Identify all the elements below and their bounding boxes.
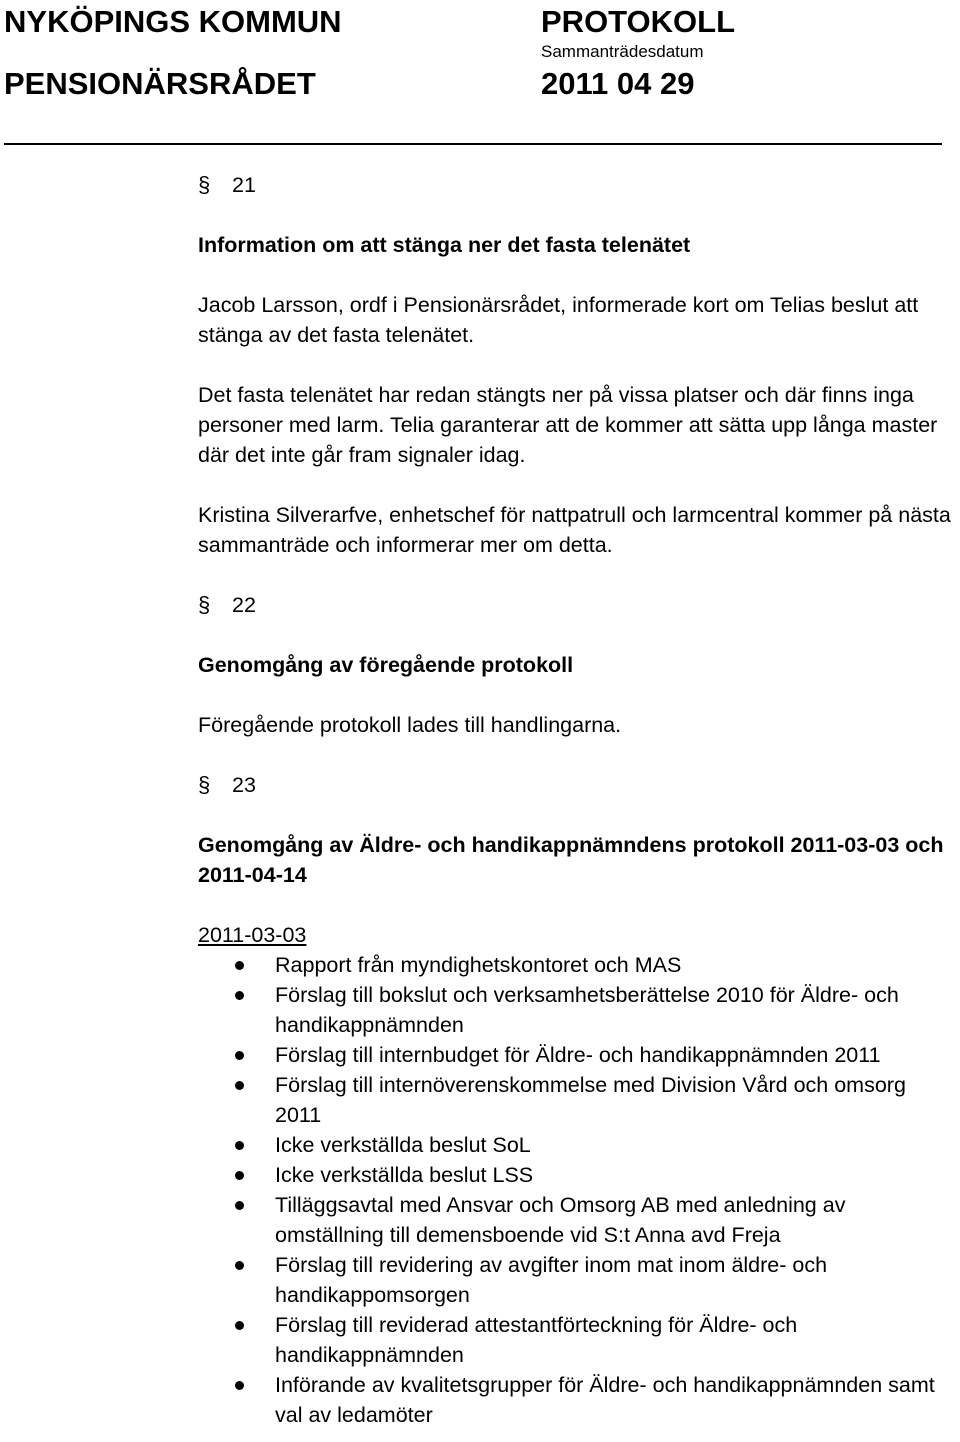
- bullet-icon: [235, 991, 244, 1000]
- org-name: NYKÖPINGS KOMMUN: [4, 4, 342, 39]
- section-heading: Genomgång av Äldre- och handikappnämndens protokoll 2011-03-03 och 2011-04-14: [198, 833, 944, 887]
- list-item: Förslag till reviderad attestantförteckning för Äldre- och handikappnämnden: [198, 1310, 958, 1370]
- list-item: Tilläggsavtal med Ansvar och Omsorg AB med anledning av omställning till demensboende vid S:t Anna avd Freja: [198, 1190, 958, 1250]
- list-item: Förslag till revidering av avgifter inom mat inom äldre- och handikappomsorgen: [198, 1250, 958, 1310]
- paragraph: Föregående protokoll lades till handlingarna.: [198, 713, 622, 737]
- bullet-icon: [235, 961, 244, 970]
- bullet-icon: [235, 1261, 244, 1270]
- list-item: Icke verkställda beslut LSS: [198, 1160, 958, 1190]
- body-name: PENSIONÄRSRÅDET: [4, 66, 316, 101]
- section-heading: Information om att stänga ner det fasta telenätet: [198, 233, 691, 257]
- paragraph: Jacob Larsson, ordf i Pensionärsrådet, informerade kort om Telias beslut att stänga av det fasta telenätet.: [198, 293, 919, 347]
- list-item: Icke verkställda beslut SoL: [198, 1130, 958, 1160]
- header-rule: [4, 143, 942, 145]
- section-number: § 23: [198, 770, 958, 800]
- list-item: Förslag till internbudget för Äldre- och handikappnämnden 2011: [198, 1040, 958, 1070]
- paragraph: Kristina Silverarfve, enhetschef för nattpatrull och larmcentral kommer på nästa sammanträde och informerar mer om detta.: [198, 503, 951, 557]
- list-item: Förslag till bokslut och verksamhetsberättelse 2010 för Äldre- och handikappnämnden: [198, 980, 958, 1040]
- date-label: Sammanträdesdatum: [541, 42, 704, 61]
- bullet-icon: [235, 1141, 244, 1150]
- section-number: § 21: [198, 170, 958, 200]
- bullet-icon: [235, 1081, 244, 1090]
- agenda-list: [198, 950, 958, 1430]
- date-subheading: 2011-03-03: [198, 923, 307, 947]
- section-number: § 22: [198, 590, 958, 620]
- bullet-icon: [235, 1171, 244, 1180]
- bullet-icon: [235, 1051, 244, 1060]
- protocol-body: [198, 170, 958, 1430]
- meeting-date: 2011 04 29: [541, 66, 695, 101]
- list-item: Rapport från myndighetskontoret och MAS: [198, 950, 958, 980]
- list-item: Införande av kvalitetsgrupper för Äldre- och handikappnämnden samt val av ledamöter: [198, 1370, 958, 1430]
- list-item: Förslag till internöverenskommelse med Division Vård och omsorg 2011: [198, 1070, 958, 1130]
- paragraph: Det fasta telenätet har redan stängts ner på vissa platser och där finns inga personer med larm. Telia garanterar att de kommer att sätta upp långa master där det inte går fram signaler idag.: [198, 383, 938, 467]
- bullet-icon: [235, 1381, 244, 1390]
- document-type: PROTOKOLL: [541, 4, 736, 39]
- section-sign-icon: §: [198, 772, 211, 797]
- section-sign-icon: §: [198, 172, 211, 197]
- bullet-icon: [235, 1321, 244, 1330]
- section-heading: Genomgång av föregående protokoll: [198, 653, 574, 677]
- section-sign-icon: §: [198, 592, 211, 617]
- bullet-icon: [235, 1201, 244, 1210]
